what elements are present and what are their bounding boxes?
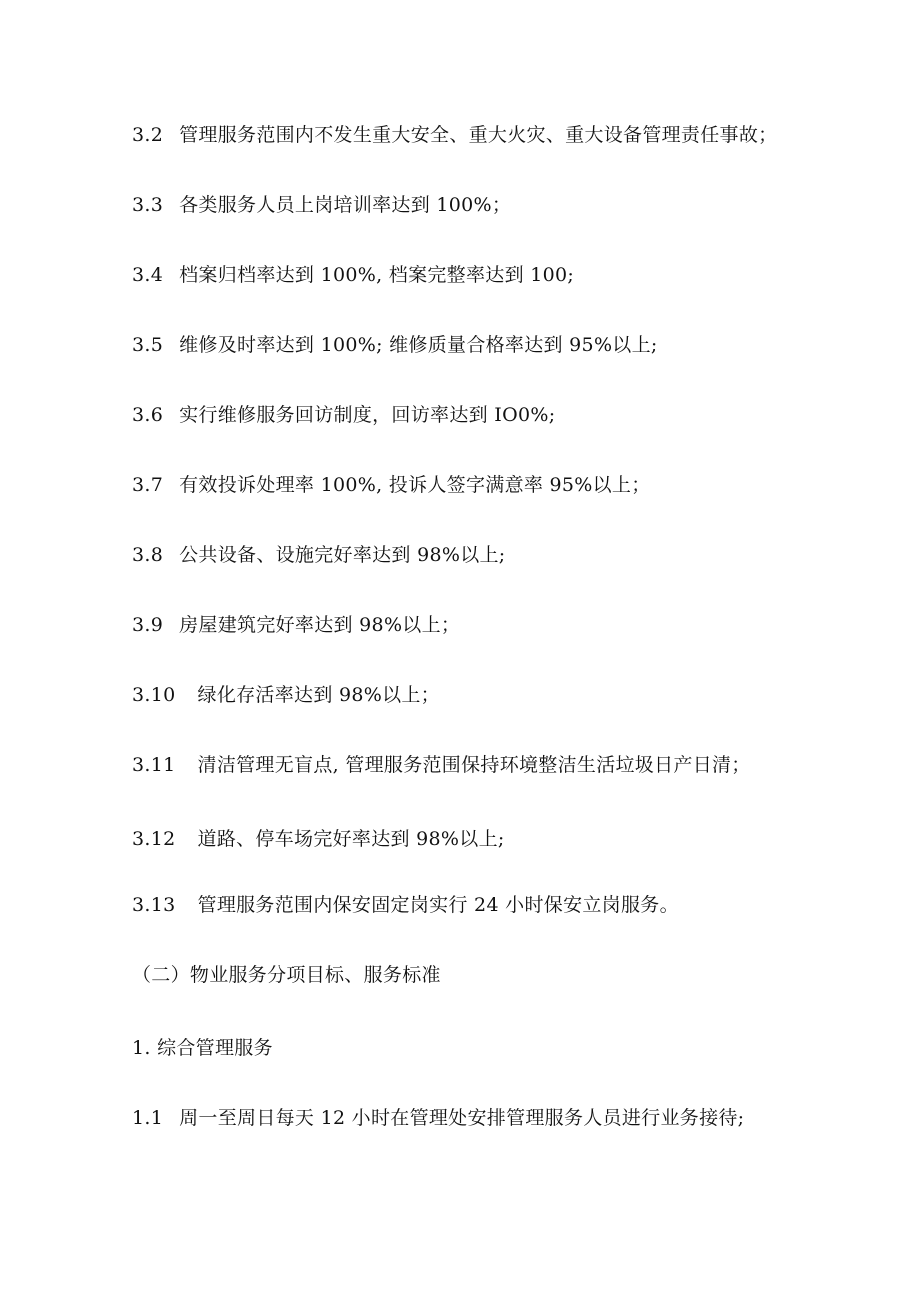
list-item xyxy=(132,262,574,288)
item-text: 有效投诉处理率 100%, 投诉人签字满意率 95%以上； xyxy=(179,474,651,496)
list-item xyxy=(132,402,555,428)
list-item xyxy=(132,1105,744,1131)
list-item xyxy=(132,332,658,358)
item-text: 清洁管理无盲点, 管理服务范围保持环境整洁生活垃圾日产日清； xyxy=(197,754,751,776)
item-number: 3.11 xyxy=(132,754,176,776)
item-number: 3.4 xyxy=(132,264,164,286)
item-number: 3.7 xyxy=(132,474,164,496)
item-number: 3.5 xyxy=(132,334,164,356)
item-number: 3.13 xyxy=(132,894,176,916)
item-number: 3.10 xyxy=(132,684,176,706)
item-number: 3.2 xyxy=(132,124,164,146)
item-number: 3.12 xyxy=(132,828,176,850)
subheading: 1. 综合管理服务 xyxy=(132,1037,273,1059)
item-text: 管理服务范围内不发生重大安全、重大火灾、重大设备管理责任事故； xyxy=(179,124,778,146)
list-item xyxy=(132,122,777,148)
item-text: 各类服务人员上岗培训率达到 100%； xyxy=(179,194,512,216)
item-number: 3.6 xyxy=(132,404,164,426)
list-item xyxy=(132,612,460,638)
item-text: 实行维修服务回访制度，回访率达到 IO0%; xyxy=(179,404,556,426)
item-text: 道路、停车场完好率达到 98%以上; xyxy=(197,828,505,850)
list-item xyxy=(132,752,751,778)
item-text: 维修及时率达到 100%; 维修质量合格率达到 95%以上; xyxy=(179,334,658,356)
section-heading: （二）物业服务分项目标、服务标准 xyxy=(132,964,441,986)
item-text: 绿化存活率达到 98%以上； xyxy=(197,684,440,706)
item-number: 3.9 xyxy=(132,614,164,636)
list-item xyxy=(132,892,679,918)
list-item xyxy=(132,682,440,708)
item-text: 周一至周日每天 12 小时在管理处安排管理服务人员进行业务接待; xyxy=(179,1107,745,1129)
list-item xyxy=(132,826,505,852)
item-text: 档案归档率达到 100%, 档案完整率达到 100; xyxy=(179,264,575,286)
item-text: 管理服务范围内保安固定岗实行 24 小时保安立岗服务。 xyxy=(197,894,679,916)
item-number: 3.3 xyxy=(132,194,164,216)
item-number: 1.1 xyxy=(132,1107,164,1129)
item-number: 3.8 xyxy=(132,544,164,566)
list-item xyxy=(132,192,511,218)
item-text: 房屋建筑完好率达到 98%以上； xyxy=(179,614,461,636)
list-item xyxy=(132,472,651,498)
list-item xyxy=(132,542,506,568)
item-text: 公共设备、设施完好率达到 98%以上; xyxy=(179,544,506,566)
